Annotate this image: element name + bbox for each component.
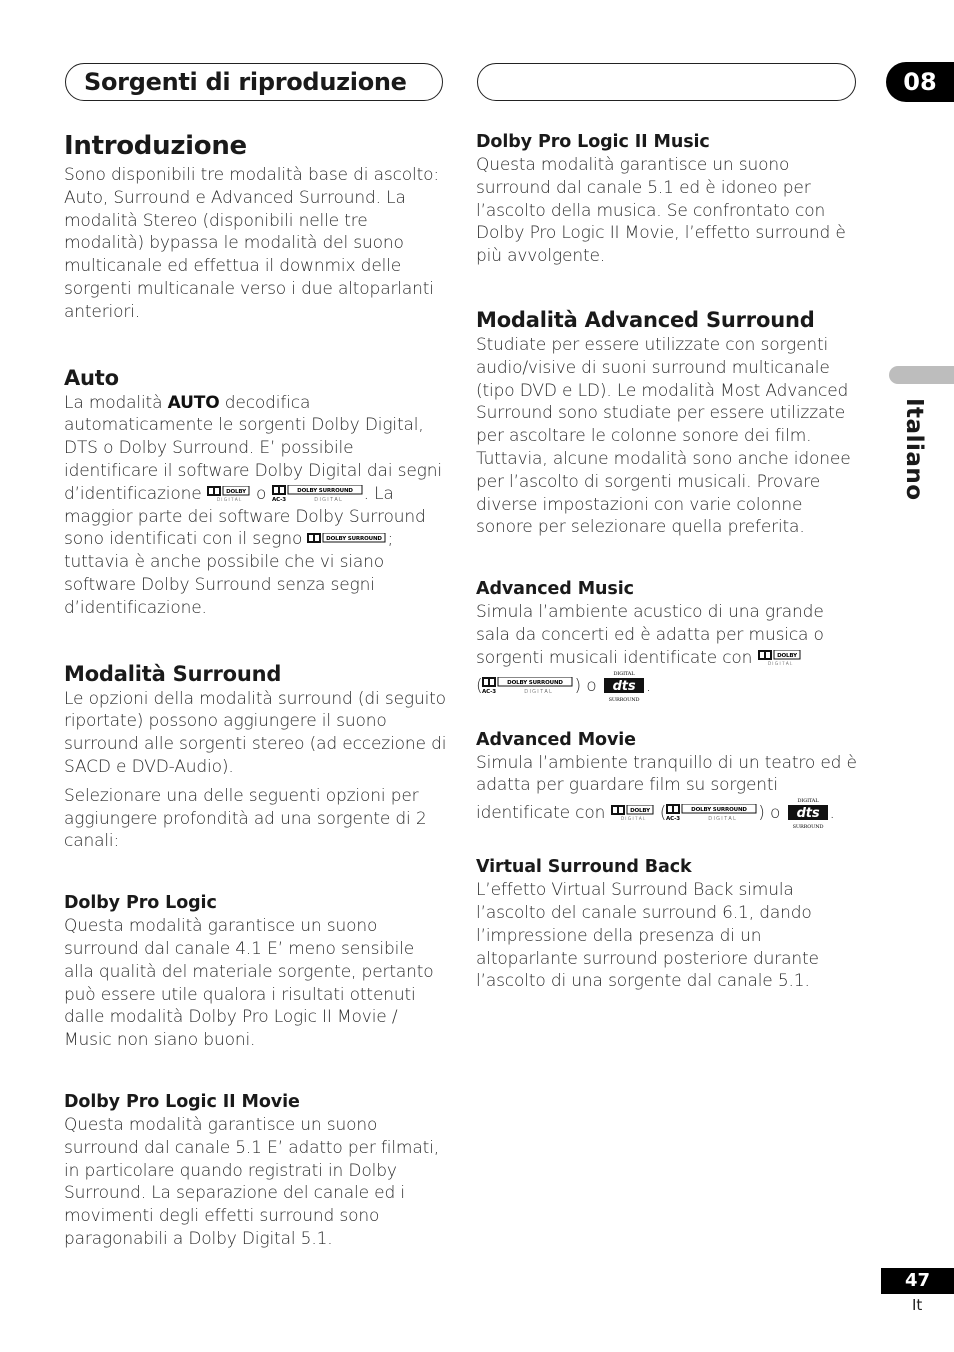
dolby-digital-logo — [758, 650, 802, 666]
dpl2music-text: Questa modalità garantisce un suono surround dal canale 5.1 ed è idoneo per l’ascolto della musica. Se confrontato con Dolby Pro Logic II Movie, l’effetto surround è più avvolgente. — [476, 155, 846, 267]
dts-logo — [602, 670, 646, 702]
intro-text: Sono disponibili tre modalità base di ascolto: Auto, Surround e Advanced Surround. La modalità Stereo (disponibili nelle tre modalità) bypassa le modalità del suono multicanale ed effettua il downmix delle sorgenti multicanale verso i due altoparlanti anteriori. — [64, 165, 439, 322]
dts-digital-text: DIGITAL — [797, 798, 818, 805]
advmovie-text-part: Simula l’ambiente tranquillo di un teatro ed è adatta per guardare film su sorgenti identificate con — [476, 752, 857, 824]
auto-text-part: ; tuttavia è anche possibile che vi siano software Dolby Surround senza segni d’identificazione. — [64, 529, 394, 618]
surround-text: Le opzioni della modalità surround (di seguito riportate) possono aggiungere il suono surround alle sorgenti stereo (ad eccezione di SACD e DVD-Audio). — [64, 688, 447, 777]
dolby-surround-text: DOLBY SURROUND — [326, 536, 383, 543]
dolby-surround-ac3-logo — [666, 804, 758, 822]
digital-text: D I G I T A L — [216, 497, 242, 502]
dolby-text: DOLBY — [629, 808, 650, 815]
auto-text-part: o — [250, 483, 272, 504]
dts-surround-text: SURROUND — [792, 824, 823, 830]
header-empty-frame — [477, 63, 856, 101]
advmusic-heading: Advanced Music — [476, 579, 634, 600]
auto-keyword: AUTO — [167, 392, 220, 413]
advmusic-text-part: ) o — [574, 675, 602, 696]
language-code: It — [912, 1296, 923, 1314]
dolby-surround-logo — [307, 533, 387, 545]
dts-digital-text: DIGITAL — [613, 670, 635, 677]
advmusic-text-part: . — [645, 675, 651, 696]
page-number: 47 — [881, 1268, 954, 1294]
ac3-text: AC-3 — [666, 816, 681, 823]
vsb-heading: Virtual Surround Back — [476, 857, 692, 878]
dolby-surround-text: DOLBY SURROUND — [507, 679, 564, 686]
dolby-digital-logo — [207, 486, 251, 502]
dts-logo — [786, 797, 830, 829]
advmovie-text — [476, 752, 860, 830]
advmovie-text-part: ) o — [758, 803, 786, 824]
language-tab-label: Italiano — [901, 398, 927, 501]
ac3-text: AC-3 — [482, 688, 497, 695]
surround-heading: Modalità Surround — [64, 661, 282, 686]
auto-text-part: decodifica automaticamente le sorgenti Dolby Digital, DTS o Dolby Surround. E’ possibile identificare il software Dolby Digital dai segni d’identificazione — [64, 392, 442, 504]
dolby-surround-ac3-logo — [272, 485, 364, 503]
section-title: Sorgenti di riproduzione — [84, 68, 407, 96]
advmovie-text-part: ( — [654, 803, 667, 824]
adv-heading: Modalità Advanced Surround — [476, 307, 815, 332]
dpl-text: Questa modalità garantisce un suono surround dal canale 4.1 E’ meno sensibile alla qualità del materiale sorgente, pertanto può essere utile qualora i risultati ottenuti dalle modalità Dolby Pro Logic II Movie / Music non siano buoni. — [64, 916, 434, 1051]
dolby-surround-ac3-logo — [482, 677, 574, 695]
auto-heading: Auto — [64, 365, 119, 390]
digital-text: D I G I T A L — [767, 661, 792, 666]
digital-text: D I G I T A L — [620, 817, 645, 822]
surround-text: Selezionare una delle seguenti opzioni per aggiungere profondità ad una sorgente di 2 canali: — [64, 785, 427, 852]
ac3-digital-text: D I G I T A L — [313, 496, 342, 503]
advmovie-heading: Advanced Movie — [476, 729, 636, 750]
ac3-digital-text: D I G I T A L — [708, 816, 737, 823]
auto-text-part: La modalità — [64, 392, 168, 413]
advmusic-text-part: Simula l’ambiente acustico di una grande sala da concerti ed è adatta per musica o sorgenti musicali identificate con — [476, 602, 824, 668]
dolby-text: DOLBY — [225, 488, 246, 495]
vsb-text: L’effetto Virtual Surround Back simula l’ascolto del canale surround 6.1, dando l’impressione della presenza di un altoparlante surround posteriore durante l’ascolto di una sorgente dal canale 5.1. — [476, 880, 819, 992]
advmovie-text-part: . — [829, 803, 835, 824]
ac3-digital-text: D I G I T A L — [524, 688, 553, 695]
dolby-surround-text: DOLBY SURROUND — [296, 487, 353, 494]
ac3-text: AC-3 — [271, 496, 286, 503]
dolby-digital-logo — [611, 805, 655, 821]
intro-heading: Introduzione — [64, 131, 247, 161]
chapter-number: 08 — [886, 62, 954, 102]
advmusic-text-part: ( — [476, 675, 483, 696]
dts-text: dts — [612, 678, 636, 694]
dpl2music-heading: Dolby Pro Logic II Music — [476, 132, 710, 152]
dolby-surround-text: DOLBY SURROUND — [691, 807, 748, 814]
dpl2movie-heading: Dolby Pro Logic II Movie — [64, 1091, 300, 1112]
dts-text: dts — [796, 806, 819, 822]
auto-text-part: . La maggior parte dei software Dolby Surround sono identificati con il segno — [64, 483, 426, 550]
left-column — [64, 128, 448, 1251]
auto-text — [64, 392, 448, 620]
dpl2movie-text: Questa modalità garantisce un suono surround dal canale 5.1 E’ adatto per filmati, in particolare quando registrati in Dolby Surround. La separazione del canale ed i movimenti degli effetti surround sono paragonabili a Dolby Digital 5.1. — [64, 1114, 439, 1249]
dpl-heading: Dolby Pro Logic — [64, 893, 217, 914]
right-column — [476, 130, 860, 993]
dolby-text: DOLBY — [776, 652, 797, 659]
advmusic-text — [476, 601, 860, 701]
language-tab-bar — [889, 366, 954, 384]
dts-surround-text: SURROUND — [608, 696, 640, 702]
adv-text: Studiate per essere utilizzate con sorgenti audio/visive di suoni surround multicanale (tipo DVD e LD). Le modalità Most Advanced Surround sono studiate per essere utilizzate per ascoltare le colonne sonore dei film. Tuttavia, alcune modalità sono anche idonee per l’ascolto di sorgenti musicali. Provare diverse impostazioni con varie colonne sonore per selezionare quella preferita. — [476, 334, 851, 538]
